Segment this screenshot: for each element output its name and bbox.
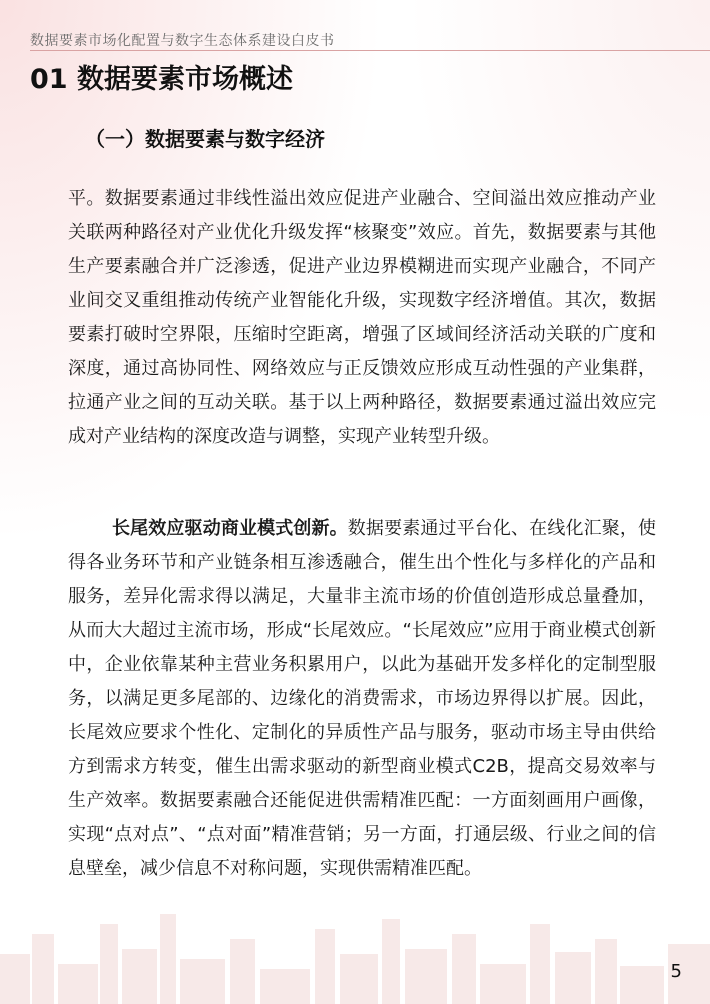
body-paragraph-1: 平。数据要素通过非线性溢出效应促进产业融合、空间溢出效应推动产业关联两种路径对产业优化升级发挥“核聚变”效应。首先，数据要素与其他生产要素融合并广泛渗透，促进产业边界模糊进而实现产业融合，不同产业间交叉重组推动传统产业智能化升级，实现数字经济增值。其次，数据要素打破时空界限，压缩时空距离，增强了区域间经济活动关联的广度和深度，通过高协同性、网络效应与正反馈效应形成互动性强的产业集群，拉通产业之间的互动关联。基于以上两种路径，数据要素通过溢出效应完成对产业结构的深度改造与调整，实现产业转型升级。 bbox=[68, 188, 656, 447]
body-paragraph-2 bbox=[68, 512, 656, 886]
header-divider bbox=[30, 50, 710, 51]
paragraph-body-text: 数据要素通过平台化、在线化汇聚，使得各业务环节和产业链条相互渗透融合，催生出个性化与多样化的产品和服务，差异化需求得以满足，大量非主流市场的价值创造形成总量叠加，从而大大超过主流市场，形成“长尾效应。“长尾效应”应用于商业模式创新中，企业依靠某种主营业务积累用户，以此为基础开发多样化的定制型服务，以满足更多尾部的、边缘化的消费需求，市场边界得以扩展。因此，长尾效应要求个性化、定制化的异质性产品与服务，驱动市场主导由供给方到需求方转变，催生出需求驱动的新型商业模式C2B，提高交易效率与生产效率。数据要素融合还能促进供需精准匹配：一方面刻画用户画像，实现“点对点”、“点对面”精准营销；另一方面，打通层级、行业之间的信息壁垒，减少信息不对称问题，实现供需精准匹配。 bbox=[68, 518, 657, 879]
city-skyline-decoration bbox=[0, 894, 710, 1004]
subsection-title: （一）数据要素与数字经济 bbox=[85, 127, 325, 151]
section-title: 01 数据要素市场概述 bbox=[30, 64, 293, 95]
page-number: 5 bbox=[670, 961, 682, 982]
paragraph-lead-heading: 长尾效应驱动商业模式创新。 bbox=[112, 518, 348, 539]
document-header-title: 数据要素市场化配置与数字生态体系建设白皮书 bbox=[30, 33, 335, 49]
